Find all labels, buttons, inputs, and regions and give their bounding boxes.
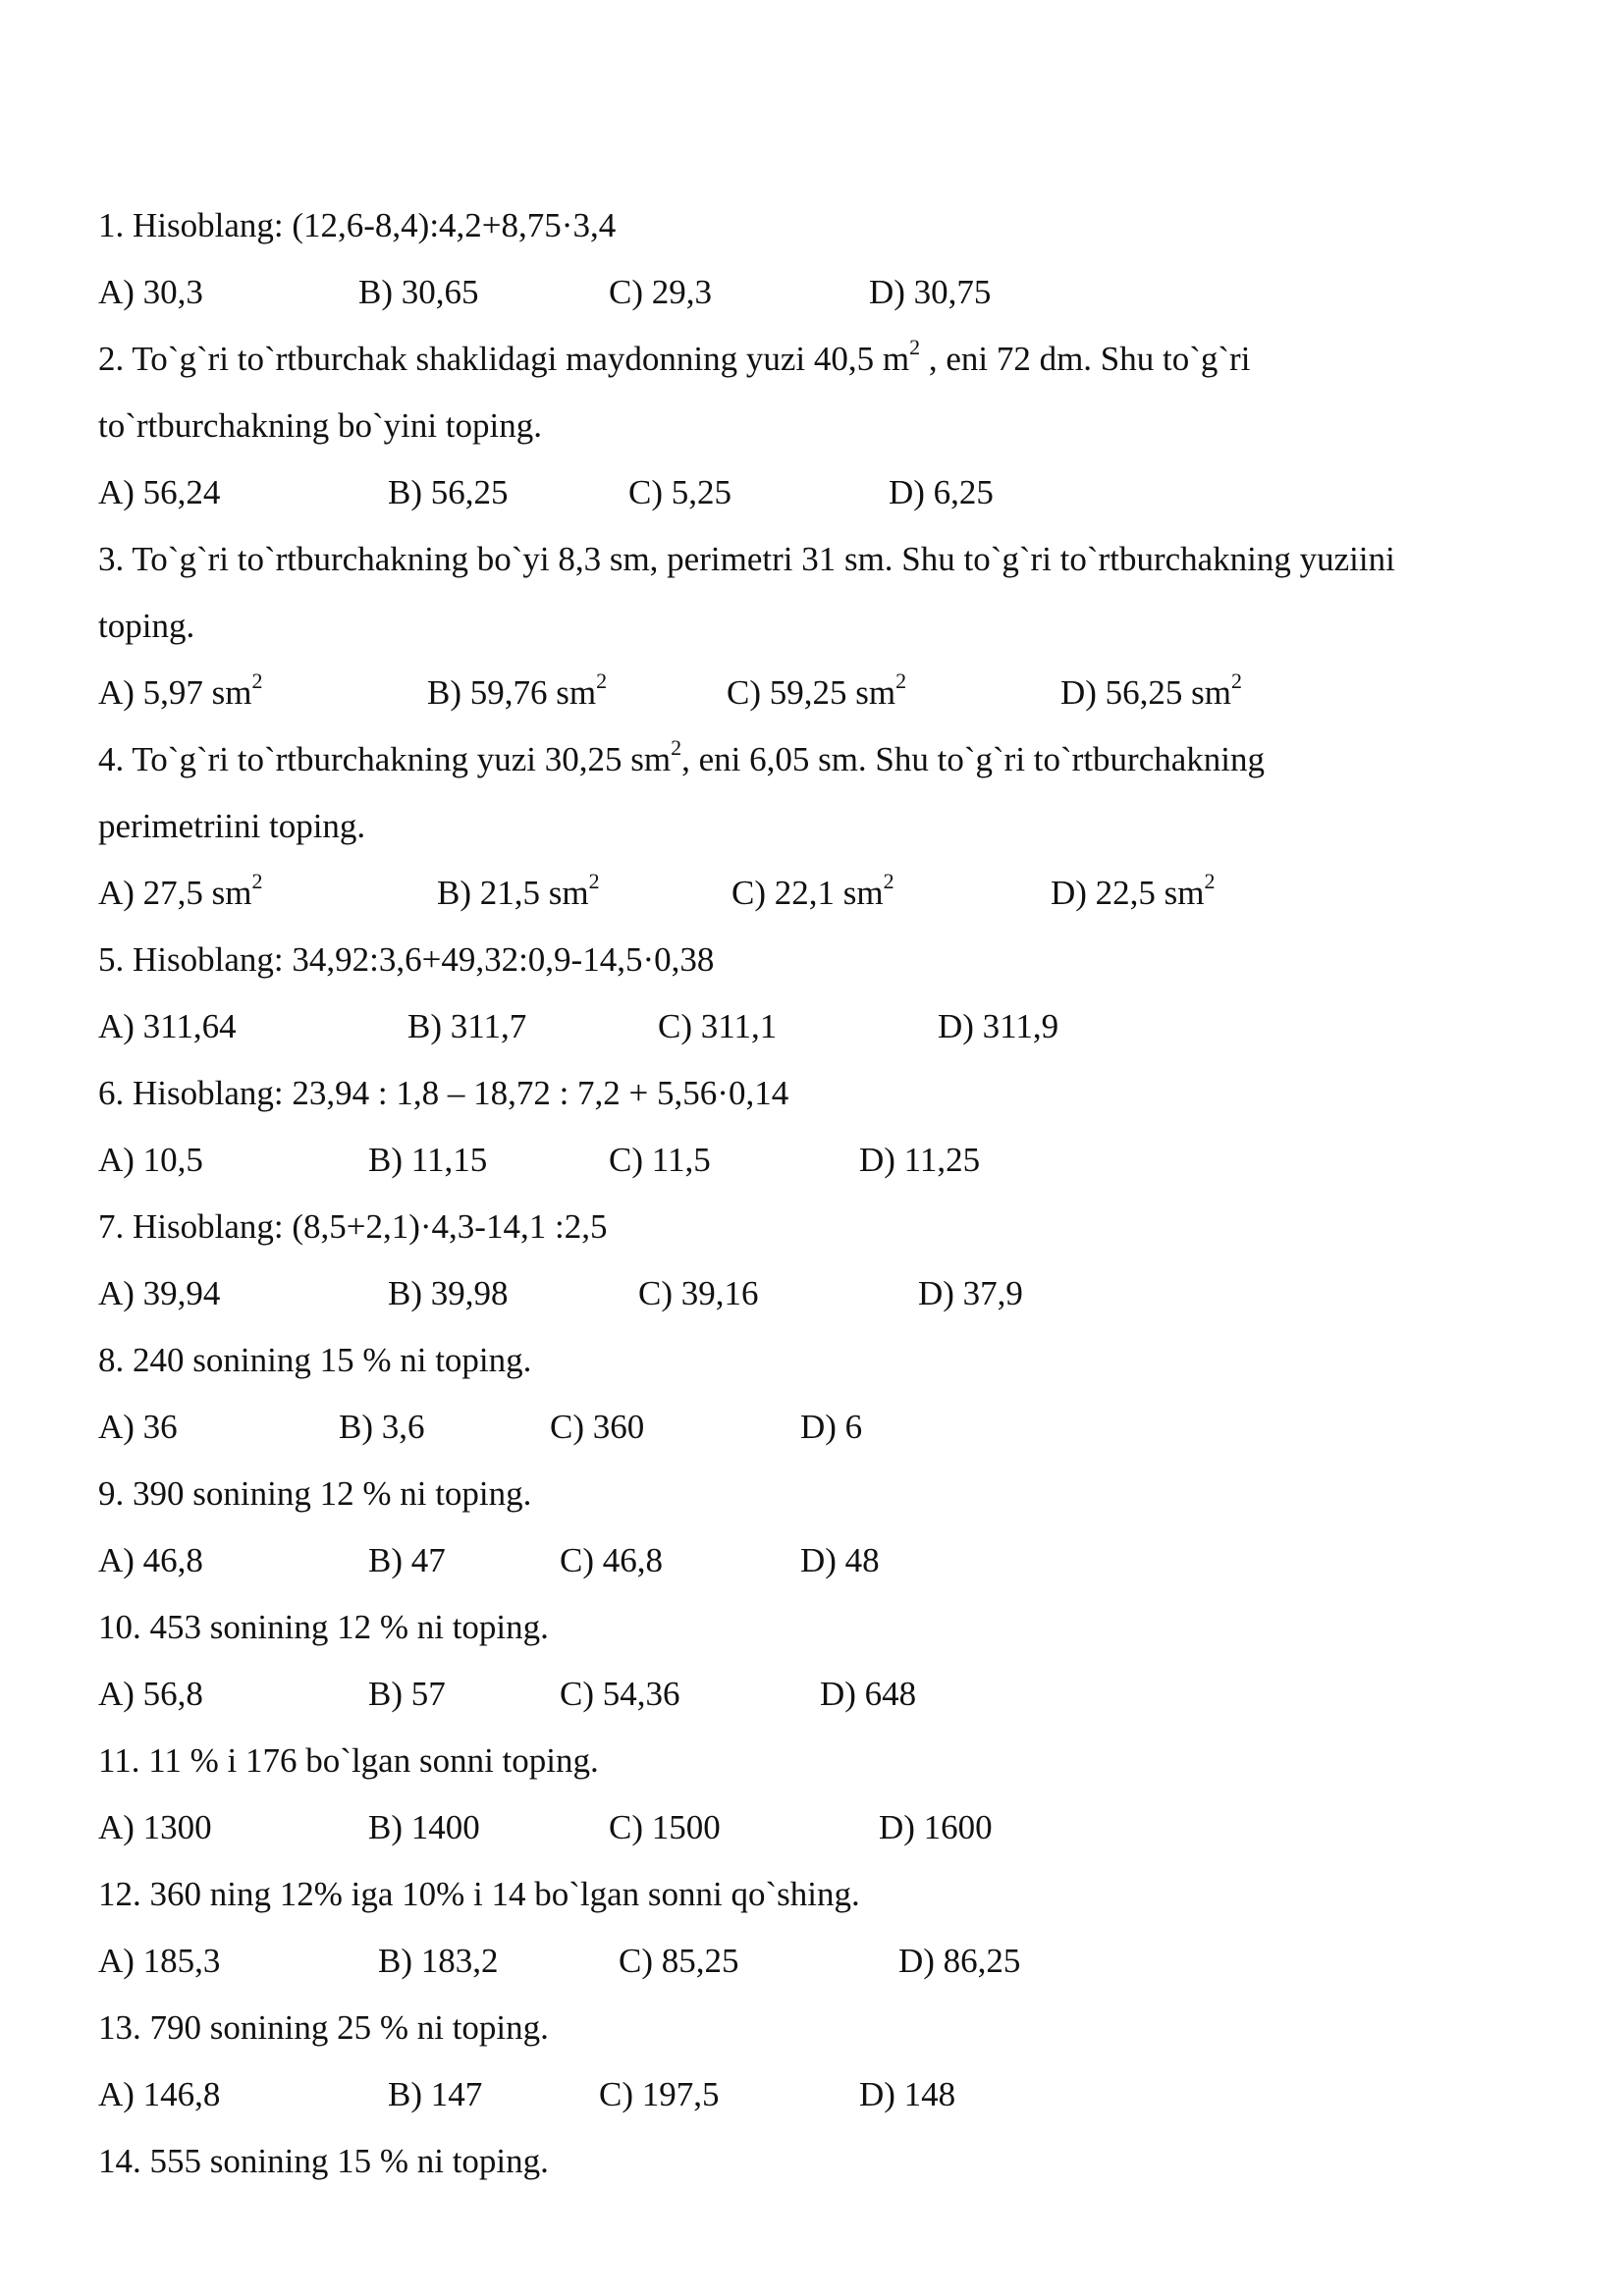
answer-option-b: [368, 1802, 480, 1853]
answer-options: [98, 1936, 1551, 2002]
answer-option-d: [820, 1669, 916, 1720]
text-run: 790 sonining 25 % ni toping.: [149, 2008, 549, 2047]
question-number: 11.: [98, 1741, 140, 1780]
question-number: 10.: [98, 1608, 141, 1646]
text-run: , eni 6,05 sm. Shu to`g`ri to`rtburchakning: [681, 740, 1266, 778]
question-text-continuation: [98, 801, 1551, 868]
text-run: To`g`ri to`rtburchakning bo`yi 8,3 sm, perimetri 31 sm. Shu to`g`ri to`rtburchakning yuziini: [132, 540, 1395, 578]
text-run: A) 36: [98, 1408, 178, 1446]
text-run: D) 6: [800, 1408, 863, 1446]
answer-option-c: [727, 667, 906, 719]
answer-option-d: [898, 1936, 1020, 1987]
answer-option-a: [98, 1535, 203, 1586]
superscript: 2: [1204, 869, 1216, 894]
answer-option-d: [800, 1402, 862, 1453]
text-run: toping.: [98, 607, 195, 645]
question-number: 1.: [98, 206, 125, 244]
answer-options: [98, 267, 1551, 334]
question-number: 14.: [98, 2142, 141, 2180]
question-number: 6.: [98, 1074, 125, 1112]
question-number: 4.: [98, 740, 125, 778]
answer-option-c: [628, 467, 731, 518]
text-run: 453 sonining 12 % ni toping.: [149, 1608, 549, 1646]
answer-options: [98, 667, 1551, 734]
answer-option-b: [368, 1135, 487, 1186]
text-run: C) 46,8: [560, 1541, 663, 1579]
answer-option-d: [859, 1135, 980, 1186]
question-text: [98, 1735, 1551, 1802]
text-run: C) 85,25: [619, 1942, 739, 1980]
question-text: [98, 534, 1551, 601]
text-run: D) 648: [820, 1675, 917, 1713]
text-run: A) 46,8: [98, 1541, 203, 1579]
text-run: B) 311,7: [407, 1007, 527, 1045]
text-run: C) 311,1: [658, 1007, 778, 1045]
text-run: D) 148: [859, 2075, 956, 2113]
question-text-continuation: [98, 400, 1551, 467]
answer-option-c: [619, 1936, 739, 1987]
text-run: 390 sonining 12 % ni toping.: [133, 1474, 532, 1513]
text-run: C) 5,25: [628, 473, 731, 511]
text-run: B) 39,98: [388, 1274, 509, 1312]
answer-option-a: [98, 2069, 220, 2120]
question-number: 13.: [98, 2008, 141, 2047]
answer-option-c: [731, 868, 894, 919]
text-run: D) 11,25: [859, 1141, 981, 1179]
text-run: A) 5,97 sm: [98, 673, 252, 712]
superscript: 2: [251, 869, 263, 894]
answer-option-b: [407, 1001, 526, 1052]
answer-option-b: [339, 1402, 425, 1453]
answer-options: [98, 1535, 1551, 1602]
answer-option-b: [388, 1268, 509, 1319]
text-run: C) 59,25 sm: [727, 673, 896, 712]
text-run: To`g`ri to`rtburchakning yuzi 30,25 sm: [132, 740, 672, 778]
question-text: [98, 1468, 1551, 1535]
question-number: 5.: [98, 940, 125, 979]
text-run: Hisoblang: 34,92:3,6+49,32:0,9-14,5·0,38: [133, 940, 715, 979]
question-text: [98, 1335, 1551, 1402]
text-run: C) 22,1 sm: [731, 874, 884, 912]
text-run: To`g`ri to`rtburchak shaklidagi maydonning yuzi 40,5 m: [132, 340, 910, 378]
text-run: D) 311,9: [938, 1007, 1059, 1045]
question-text-continuation: [98, 601, 1551, 667]
superscript: 2: [1231, 668, 1243, 694]
answer-option-b: [378, 1936, 499, 1987]
superscript: 2: [671, 735, 682, 761]
superscript: 2: [883, 869, 894, 894]
answer-option-a: [98, 1669, 203, 1720]
text-run: A) 1300: [98, 1808, 212, 1846]
answer-option-b: [368, 1669, 446, 1720]
answer-option-c: [550, 1402, 644, 1453]
text-run: D) 48: [800, 1541, 880, 1579]
superscript: 2: [251, 668, 263, 694]
answer-options: [98, 1802, 1551, 1869]
text-run: perimetriini toping.: [98, 807, 366, 845]
answer-option-a: [98, 1268, 220, 1319]
text-run: 360 ning 12% iga 10% i 14 bo`lgan sonni qo`shing.: [149, 1875, 860, 1913]
text-run: to`rtburchakning bo`yini toping.: [98, 406, 543, 445]
answer-option-d: [879, 1802, 993, 1853]
answer-option-c: [658, 1001, 777, 1052]
question-text: [98, 1602, 1551, 1669]
text-run: D) 86,25: [898, 1942, 1021, 1980]
text-run: 11 % i 176 bo`lgan sonni toping.: [148, 1741, 599, 1780]
question-number: 12.: [98, 1875, 141, 1913]
text-run: A) 39,94: [98, 1274, 221, 1312]
answer-option-b: [437, 868, 600, 919]
question-number: 2.: [98, 340, 125, 378]
question-text: [98, 934, 1551, 1001]
text-run: D) 37,9: [918, 1274, 1023, 1312]
text-run: A) 311,64: [98, 1007, 237, 1045]
answer-option-b: [388, 2069, 482, 2120]
text-run: Hisoblang: (12,6-8,4):4,2+8,75·3,4: [133, 206, 617, 244]
answer-options: [98, 467, 1551, 534]
text-run: D) 56,25 sm: [1060, 673, 1232, 712]
answer-option-c: [599, 2069, 720, 2120]
superscript: 2: [895, 668, 907, 694]
question-number: 9.: [98, 1474, 125, 1513]
text-run: A) 56,24: [98, 473, 221, 511]
text-run: A) 27,5 sm: [98, 874, 252, 912]
answer-options: [98, 1001, 1551, 1068]
text-run: 555 sonining 15 % ni toping.: [149, 2142, 549, 2180]
question-number: 8.: [98, 1341, 125, 1379]
text-run: Hisoblang: 23,94 : 1,8 – 18,72 : 7,2 + 5,56·0,14: [133, 1074, 789, 1112]
text-run: D) 6,25: [889, 473, 994, 511]
answer-option-a: [98, 467, 220, 518]
answer-option-a: [98, 267, 203, 318]
text-run: B) 57: [368, 1675, 446, 1713]
question-text: [98, 734, 1551, 801]
text-run: A) 146,8: [98, 2075, 221, 2113]
answer-option-b: [427, 667, 607, 719]
answer-option-d: [889, 467, 994, 518]
question-text: [98, 2136, 1551, 2203]
answer-options: [98, 2069, 1551, 2136]
text-run: B) 47: [368, 1541, 446, 1579]
text-run: D) 1600: [879, 1808, 993, 1846]
text-run: , eni 72 dm. Shu to`g`ri: [920, 340, 1251, 378]
question-text: [98, 1201, 1551, 1268]
answer-option-b: [358, 267, 479, 318]
text-run: B) 30,65: [358, 273, 479, 311]
answer-option-d: [918, 1268, 1023, 1319]
answer-option-c: [609, 1135, 711, 1186]
text-run: D) 30,75: [869, 273, 992, 311]
text-run: B) 147: [388, 2075, 483, 2113]
answer-option-c: [560, 1535, 663, 1586]
text-run: C) 54,36: [560, 1675, 680, 1713]
answer-option-a: [98, 1936, 220, 1987]
question-text: [98, 2002, 1551, 2069]
question-text: [98, 200, 1551, 267]
text-run: B) 3,6: [339, 1408, 425, 1446]
answer-options: [98, 1669, 1551, 1735]
answer-option-a: [98, 1802, 212, 1853]
text-run: Hisoblang: (8,5+2,1)·4,3-14,1 :2,5: [133, 1207, 608, 1246]
answer-option-c: [638, 1268, 759, 1319]
answer-option-d: [1060, 667, 1242, 719]
answer-option-b: [388, 467, 509, 518]
answer-option-b: [368, 1535, 446, 1586]
question-text: [98, 334, 1551, 400]
text-run: C) 360: [550, 1408, 645, 1446]
superscript: 2: [909, 335, 921, 360]
answer-option-d: [800, 1535, 880, 1586]
answer-option-d: [859, 2069, 955, 2120]
text-run: C) 39,16: [638, 1274, 759, 1312]
question-text: [98, 1068, 1551, 1135]
text-run: 240 sonining 15 % ni toping.: [133, 1341, 532, 1379]
answer-options: [98, 1268, 1551, 1335]
question-text: [98, 1869, 1551, 1936]
text-run: B) 183,2: [378, 1942, 499, 1980]
text-run: A) 185,3: [98, 1942, 221, 1980]
text-run: B) 1400: [368, 1808, 480, 1846]
answer-option-c: [560, 1669, 680, 1720]
answer-options: [98, 1402, 1551, 1468]
answer-option-d: [869, 267, 991, 318]
text-run: C) 197,5: [599, 2075, 720, 2113]
text-run: A) 56,8: [98, 1675, 203, 1713]
test-document: [98, 200, 1551, 2203]
answer-options: [98, 868, 1551, 934]
superscript: 2: [588, 869, 600, 894]
text-run: B) 56,25: [388, 473, 509, 511]
answer-option-a: [98, 667, 263, 719]
answer-option-d: [1051, 868, 1216, 919]
question-number: 3.: [98, 540, 125, 578]
answer-options: [98, 1135, 1551, 1201]
text-run: A) 30,3: [98, 273, 203, 311]
text-run: C) 1500: [609, 1808, 721, 1846]
text-run: A) 10,5: [98, 1141, 203, 1179]
answer-option-d: [938, 1001, 1058, 1052]
answer-option-a: [98, 1135, 203, 1186]
text-run: B) 59,76 sm: [427, 673, 597, 712]
text-run: B) 21,5 sm: [437, 874, 589, 912]
text-run: D) 22,5 sm: [1051, 874, 1205, 912]
answer-option-a: [98, 868, 263, 919]
text-run: C) 29,3: [609, 273, 712, 311]
superscript: 2: [596, 668, 608, 694]
answer-option-c: [609, 1802, 721, 1853]
text-run: B) 11,15: [368, 1141, 488, 1179]
answer-option-a: [98, 1001, 237, 1052]
text-run: C) 11,5: [609, 1141, 711, 1179]
question-number: 7.: [98, 1207, 125, 1246]
answer-option-a: [98, 1402, 178, 1453]
answer-option-c: [609, 267, 712, 318]
